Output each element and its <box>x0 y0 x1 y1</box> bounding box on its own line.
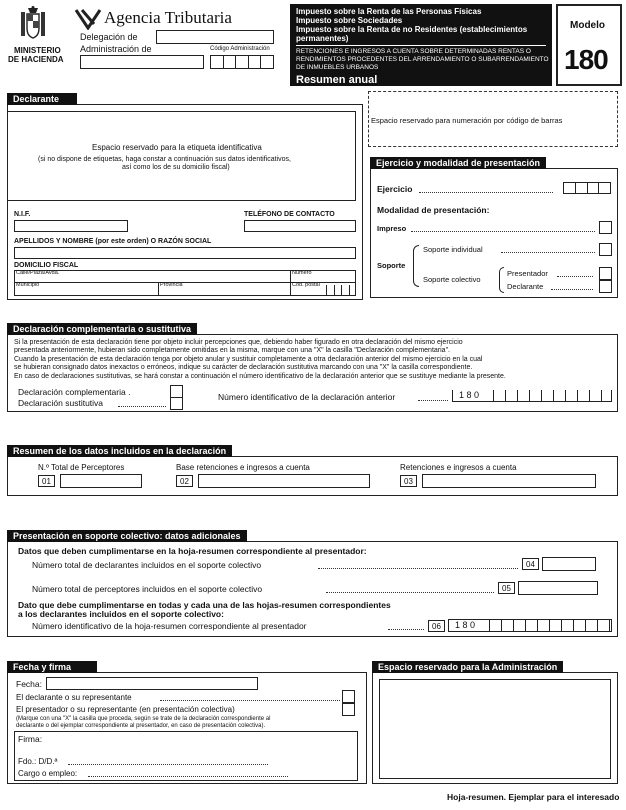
resumen-section <box>7 446 618 496</box>
administracion-label: Administración de <box>80 44 152 54</box>
firma-presentador-label: El presentador o su representante (en presentación colectiva) <box>16 705 235 714</box>
soporte-section <box>7 531 618 637</box>
comp-para1-line1: Si la presentación de esta declaración tiene por objeto incluir percepciones que, debiendo haber figurado en otra declaración del mismo ejercicio <box>14 339 463 346</box>
soporte-head2-line1: Dato que debe cumplimentarse en todas y cada una de las hojas-resumen correspondientes <box>18 600 391 610</box>
ministry-line1: MINISTERIO <box>14 46 61 55</box>
hoja-resumen-input[interactable] <box>448 619 612 632</box>
nif-input[interactable] <box>14 220 128 232</box>
firma-nota-line2: declarante o del ejemplar correspondiente al presentador, en caso de presentación colectiva). <box>16 723 266 729</box>
coat-of-arms-icon <box>18 6 48 42</box>
apellidos-label: APELLIDOS Y NOMBRE (por este orden) O RAZÓN SOCIAL <box>14 238 212 245</box>
codigo-admin-label: Código Administración <box>210 46 270 52</box>
comp-para2-line1: Cuando la presentación de esta declaración tenga por objeto anular y sustituir completamente a otra declaración anterior del mismo ejercicio en la cual <box>14 356 483 363</box>
apellidos-input[interactable] <box>14 247 356 259</box>
numero-anterior-input[interactable] <box>452 390 612 402</box>
agency-logo-icon <box>74 8 102 30</box>
modelo-box <box>556 4 622 86</box>
declarante-title: Declarante <box>7 93 77 105</box>
ministry-line2: DE HACIENDA <box>8 55 64 64</box>
title-line-1: Impuesto sobre la Renta de las Personas Físicas <box>296 7 482 16</box>
subtitle-line-3: DE INMUEBLES URBANOS <box>296 64 379 71</box>
comp-para2-line2: se hubieran consignado datos inexactos o erróneos, indique su carácter de declaración sustitutiva marcando con una "X" la casilla correspondiente. <box>14 364 473 371</box>
declarantes-input[interactable] <box>542 557 596 571</box>
title-line-4: permanentes) <box>296 34 349 43</box>
declarante-label: Declarante <box>507 282 544 291</box>
resumen-col2: Base retenciones e ingresos a cuenta <box>176 463 310 472</box>
firma-title: Fecha y firma <box>7 661 97 673</box>
box-04: 04 <box>522 558 539 570</box>
fdo-label: Fdo.: D/D.ª <box>18 757 58 766</box>
provincia-label: Provincia <box>160 282 183 288</box>
municipio-label: Municipio <box>16 282 40 288</box>
numero-anterior-label: Número identificativo de la declaración anterior <box>218 392 396 402</box>
firma-nota-line1: (Marque con una "X" la casilla que proceda, según se trate de la declaración correspondiente al <box>16 716 271 722</box>
complementaria-title: Declaración complementaria o sustitutiva <box>7 323 197 335</box>
admin-title: Espacio reservado para la Administración <box>372 661 563 673</box>
box-06: 06 <box>428 620 445 632</box>
complementaria-label: Declaración complementaria . <box>18 387 131 397</box>
nif-label: N.I.F. <box>14 211 31 218</box>
soporte-head2-line2: a los declarantes incluidos en el soporte colectivo: <box>18 609 224 619</box>
label-area-line2: (si no dispone de etiquetas, haga constar a continuación sus datos identificativos, <box>38 156 291 163</box>
soporte-brace <box>413 245 419 287</box>
colectivo-brace <box>499 267 504 293</box>
soporte-colectivo-label: Soporte colectivo <box>423 275 481 284</box>
box-05: 05 <box>498 582 515 594</box>
agency-name: Agencia Tributaria <box>104 8 232 27</box>
firma-section <box>7 662 367 784</box>
box-02: 02 <box>176 475 193 487</box>
ejercicio-title: Ejercicio y modalidad de presentación <box>370 157 546 169</box>
label-area-line3: así como los de su domicilio fiscal) <box>122 164 230 171</box>
cod-postal-input[interactable] <box>320 285 356 296</box>
footer-text: Hoja-resumen. Ejemplar para el interesado <box>447 792 620 802</box>
resumen-col1: N.º Total de Perceptores <box>38 463 125 472</box>
firma-presentador-checkbox[interactable] <box>342 703 355 716</box>
comp-para1-line2: presentada anteriormente, hubieran sido completamente omitidas en la misma, marque con una "X" la casilla "Declaración complementaria". <box>14 347 450 354</box>
numero-anterior-prefix: 1 8 0 <box>459 390 480 400</box>
resumen-title: Resumen de los datos incluidos en la declaración <box>7 445 232 457</box>
comp-para3: En caso de declaraciones sustitutivas, se hará constar a continuación el número identificativo de la declaración anterior que se sustituye mediante la presente. <box>14 373 506 380</box>
title-line-2: Impuesto sobre Sociedades <box>296 16 403 25</box>
codigo-admin-input[interactable] <box>210 55 274 69</box>
soporte-line1: Número total de declarantes incluidos en el soporte colectivo <box>32 560 262 570</box>
perceptores-colectivo-input[interactable] <box>518 581 598 595</box>
presentador-checkbox[interactable] <box>599 267 612 280</box>
presentador-label: Presentador <box>507 269 548 278</box>
base-retenciones-input[interactable] <box>198 474 370 488</box>
fecha-label: Fecha: <box>16 679 42 689</box>
sustitutiva-label: Declaración sustitutiva <box>18 398 104 408</box>
barcode-area <box>368 91 618 147</box>
admin-box <box>379 679 611 779</box>
modelo-number: 180 <box>564 44 608 75</box>
telefono-label: TELÉFONO DE CONTACTO <box>244 211 335 218</box>
complementaria-section <box>7 324 618 412</box>
soporte-individual-checkbox[interactable] <box>599 243 612 256</box>
soporte-head1: Datos que deben cumplimentarse en la hoja-resumen correspondiente al presentador: <box>18 546 367 556</box>
soporte-individual-label: Soporte individual <box>423 245 483 254</box>
soporte-title: Presentación en soporte colectivo: datos adicionales <box>7 530 247 542</box>
soporte-label: Soporte <box>377 261 406 270</box>
sustitutiva-checkbox[interactable] <box>170 397 183 410</box>
ejercicio-input[interactable] <box>563 182 611 194</box>
header <box>4 4 622 88</box>
label-area-line1: Espacio reservado para la etiqueta identificativa <box>92 143 262 152</box>
box-01: 01 <box>38 475 55 487</box>
modelo-label: Modelo <box>570 20 605 31</box>
title-line-3: Impuesto sobre la Renta de no Residentes (establecimientos <box>296 25 528 34</box>
title-panel <box>290 4 552 86</box>
resumen-anual: Resumen anual <box>296 74 378 86</box>
firma-label: Firma: <box>18 734 43 744</box>
soporte-line2: Número total de perceptores incluidos en el soporte colectivo <box>32 584 263 594</box>
soporte-line3: Número identificativo de la hoja-resumen correspondiente al presentador <box>32 621 307 631</box>
administracion-input[interactable] <box>80 55 204 69</box>
subtitle-line-2: RENDIMIENTOS PROCEDENTES DEL ARRENDAMIENTO O SUBARRENDAMIENTO <box>296 56 549 63</box>
cod-postal-label: Cód. postal <box>292 282 320 288</box>
impreso-checkbox[interactable] <box>599 221 612 234</box>
declarante-section <box>7 94 363 300</box>
subtitle-line-1: RETENCIONES E INGRESOS A CUENTA SOBRE DETERMINADAS RENTAS O <box>296 48 531 55</box>
impreso-label: Impreso <box>377 224 407 233</box>
firma-declarante-checkbox[interactable] <box>342 690 355 703</box>
calle-label: Calle/Plaza/Avda. <box>16 270 60 276</box>
delegacion-input[interactable] <box>156 30 274 44</box>
modalidad-label: Modalidad de presentación: <box>377 205 490 215</box>
resumen-col3: Retenciones e ingresos a cuenta <box>400 463 517 472</box>
fecha-input[interactable] <box>46 677 258 690</box>
delegacion-label: Delegación de <box>80 32 138 42</box>
cargo-label: Cargo o empleo: <box>18 769 78 778</box>
numero-label: Número <box>292 270 312 276</box>
retenciones-input[interactable] <box>422 474 596 488</box>
telefono-input[interactable] <box>244 220 356 232</box>
box-03: 03 <box>400 475 417 487</box>
ejercicio-label: Ejercicio <box>377 184 413 194</box>
domicilio-label: DOMICILIO FISCAL <box>14 262 79 269</box>
barcode-text: Espacio reservado para numeración por código de barras <box>371 116 563 125</box>
declarante-checkbox[interactable] <box>599 280 612 293</box>
perceptores-input[interactable] <box>60 474 142 488</box>
ejercicio-section <box>370 158 618 298</box>
admin-section <box>372 662 618 784</box>
firma-declarante-label: El declarante o su representante <box>16 693 132 702</box>
hoja-resumen-prefix: 1 8 0 <box>455 620 476 630</box>
